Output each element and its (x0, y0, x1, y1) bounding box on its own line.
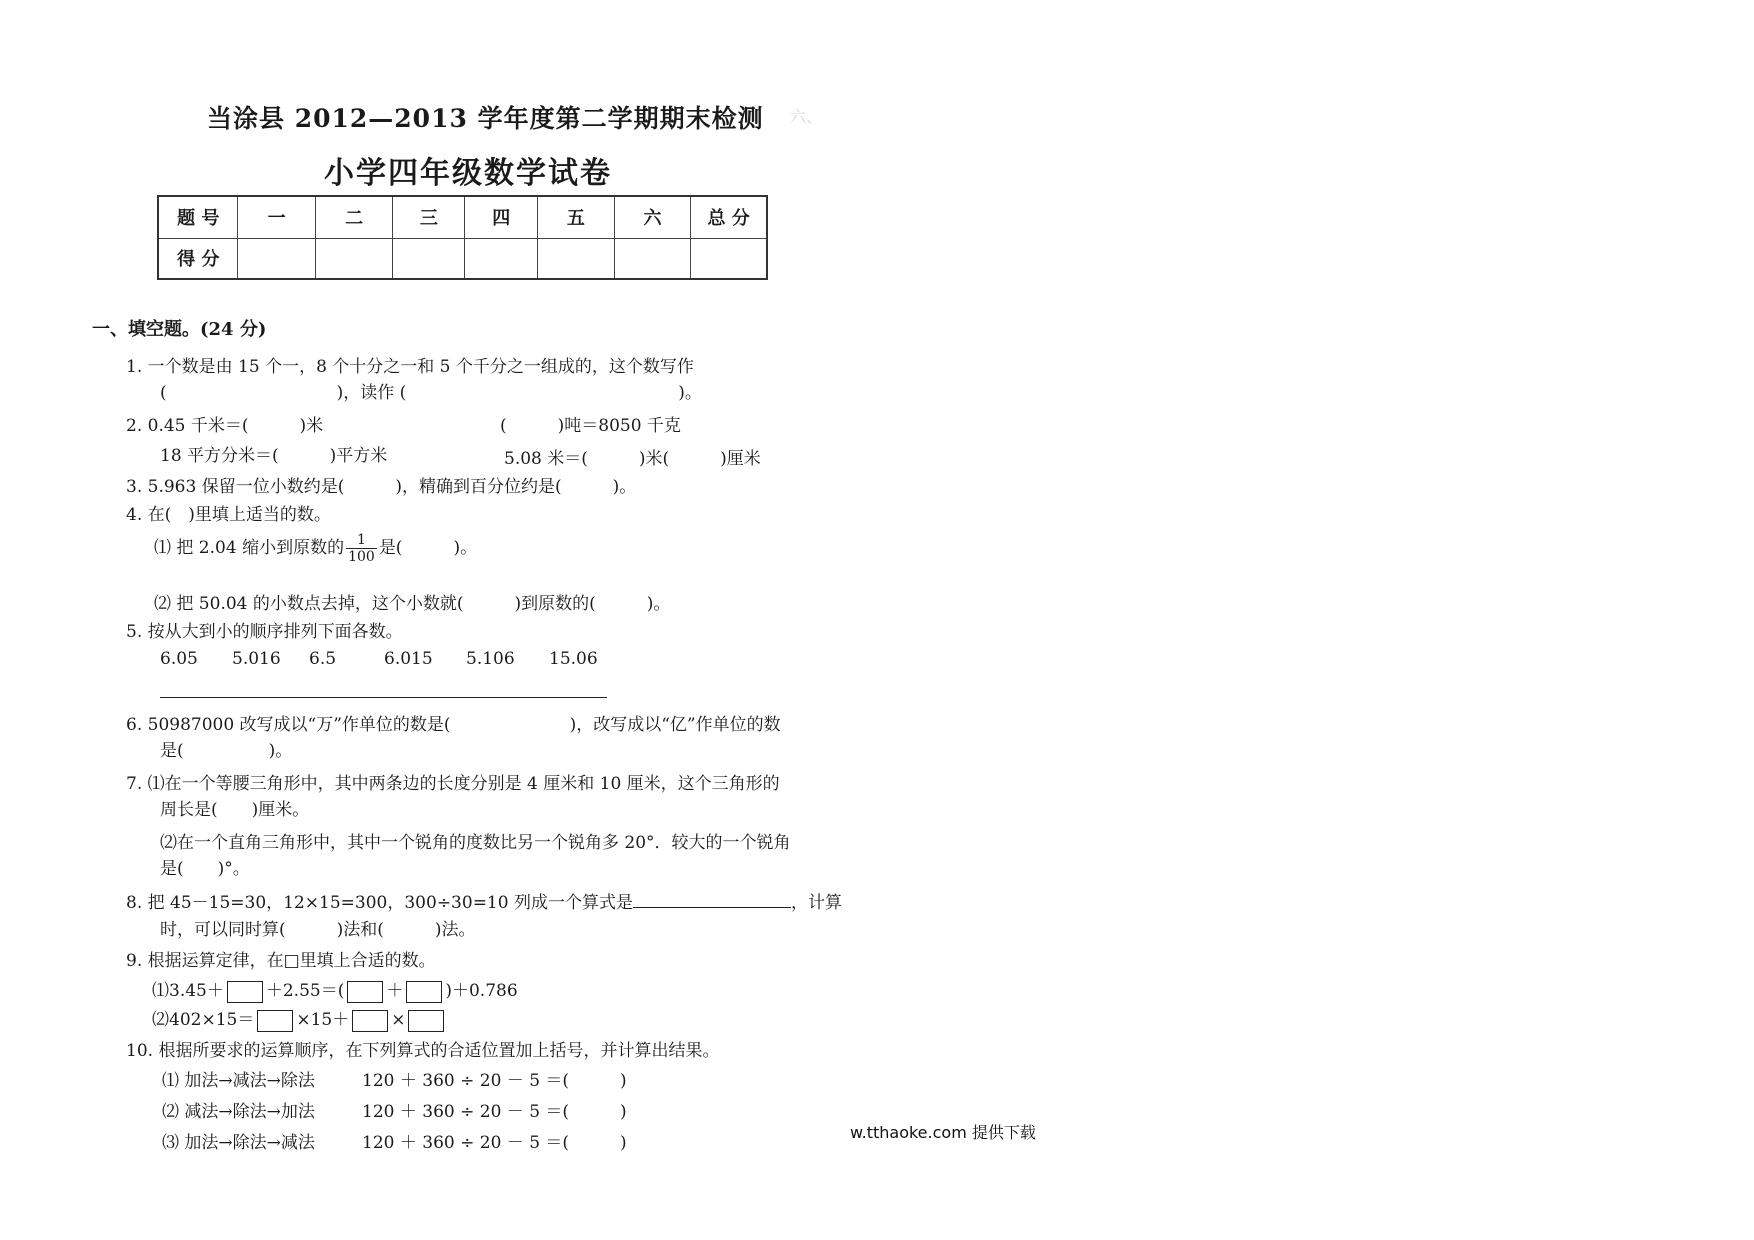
score-header-label: 题 号 (158, 196, 238, 238)
q9: 9. 根据运算定律，在□里填上合适的数。 (126, 951, 436, 971)
q2-d: 5.08 米＝( )米( )厘米 (504, 449, 761, 469)
bleed-through: 六、 (790, 107, 823, 126)
answer-box (347, 981, 383, 1003)
q10-order: ⑵ 减法→除法→加法 (162, 1102, 315, 1122)
exam-subtitle: 小学四年级数学试卷 (324, 156, 612, 191)
q9-1-a: ⑴3.45＋ (152, 981, 224, 1001)
q5-number: 5.106 (466, 649, 515, 669)
q7-line4: 是( )°。 (160, 859, 250, 879)
score-cell (691, 238, 767, 279)
q5-number: 6.05 (160, 649, 198, 669)
fraction-denominator: 100 (348, 549, 375, 565)
q5-number: 5.016 (232, 649, 281, 669)
q6-line2: 是( )。 (160, 741, 293, 761)
score-header-total: 总 分 (691, 196, 767, 238)
q10-order: ⑶ 加法→除法→减法 (162, 1133, 315, 1153)
q9-2-b: ×15＋ (296, 1010, 350, 1030)
q10-item-1 (162, 1066, 627, 1091)
q7-line3: ⑵在一个直角三角形中，其中一个锐角的度数比另一个锐角多 20°．较大的一个锐角 (160, 833, 791, 853)
q2-c: 18 平方分米＝( )平方米 (160, 446, 388, 466)
q2-a: 2. 0.45 千米＝( )米 (126, 416, 324, 436)
score-cell (238, 238, 316, 279)
section-heading: 一、填空题。(24 分) (92, 319, 267, 340)
q8-line2: 时，可以同时算( )法和( )法。 (160, 920, 476, 940)
q5-number: 15.06 (549, 649, 598, 669)
q10: 10. 根据所要求的运算顺序，在下列算式的合适位置加上括号，并计算出结果。 (126, 1041, 720, 1061)
q10-expression: 120 ＋ 360 ÷ 20 － 5 ＝( ) (362, 1071, 627, 1091)
q4-1 (154, 532, 477, 565)
q10-item-2 (162, 1097, 627, 1122)
q9-1 (152, 976, 518, 1003)
score-cell (393, 238, 465, 279)
exam-title: 当涂县 2012—2013 学年度第二学期期末检测 (207, 104, 764, 133)
score-header-5: 五 (538, 196, 615, 238)
q10-expression: 120 ＋ 360 ÷ 20 － 5 ＝( ) (362, 1133, 627, 1153)
q8-line1-pre: 8. 把 45－15=30，12×15=300，300÷30=10 列成一个算式是 (126, 893, 633, 913)
fraction (346, 532, 377, 565)
q6-line1: 6. 50987000 改写成以“万”作单位的数是( )，改写成以“亿”作单位的数 (126, 715, 781, 735)
q5-number: 6.015 (384, 649, 433, 669)
score-header-4: 四 (465, 196, 538, 238)
score-table (157, 195, 768, 280)
answer-box (227, 981, 263, 1003)
q8-answer-line (633, 907, 791, 908)
q9-2-a: ⑵402×15＝ (152, 1010, 255, 1030)
q8-line1-post: ，计算 (790, 893, 842, 913)
score-header-3: 三 (393, 196, 465, 238)
score-header-2: 二 (315, 196, 393, 238)
q5-number: 6.5 (309, 649, 337, 669)
q7-line2: 周长是( )厘米。 (160, 800, 310, 820)
score-header-1: 一 (238, 196, 316, 238)
q7-line1: 7. ⑴在一个等腰三角形中，其中两条边的长度分别是 4 厘米和 10 厘米，这个三角形的 (126, 774, 780, 794)
score-header-6: 六 (614, 196, 691, 238)
q9-1-d: )＋0.786 (445, 981, 518, 1001)
answer-box (257, 1010, 293, 1032)
q1-line1: 1. 一个数是由 15 个一，8 个十分之一和 5 个千分之一组成的，这个数写作 (126, 357, 694, 377)
q9-1-c: ＋ (386, 981, 404, 1001)
q10-order: ⑴ 加法→减法→除法 (162, 1071, 315, 1091)
footer-source: w.tthaoke.com 提供下载 (850, 1123, 1036, 1142)
q5-numbers (160, 649, 598, 669)
q3: 3. 5.963 保留一位小数约是( )，精确到百分位约是( )。 (126, 477, 637, 497)
q9-1-b: ＋2.55＝( (265, 981, 345, 1001)
q4-2: ⑵ 把 50.04 的小数点去掉，这个小数就( )到原数的( )。 (154, 594, 671, 614)
q2-b: ( )吨＝8050 千克 (500, 416, 681, 436)
q1-line2: ( )，读作 ( )。 (160, 383, 702, 403)
score-cell (614, 238, 691, 279)
answer-box (406, 981, 442, 1003)
score-cell (538, 238, 615, 279)
score-row-label: 得 分 (158, 238, 238, 279)
score-cell (315, 238, 393, 279)
q8-line1 (126, 888, 842, 913)
q5-answer-line (160, 697, 607, 698)
q4-1-post: 是( )。 (378, 538, 478, 558)
score-cell (465, 238, 538, 279)
q4-1-pre: ⑴ 把 2.04 缩小到原数的 (154, 538, 345, 558)
q9-2-c: × (391, 1010, 406, 1030)
answer-box (352, 1010, 388, 1032)
q9-2 (152, 1005, 447, 1032)
q4: 4. 在( )里填上适当的数。 (126, 505, 331, 525)
answer-box (408, 1010, 444, 1032)
q10-expression: 120 ＋ 360 ÷ 20 － 5 ＝( ) (362, 1102, 627, 1122)
q5: 5. 按从大到小的顺序排列下面各数。 (126, 622, 403, 642)
fraction-numerator: 1 (346, 532, 377, 549)
q10-item-3 (162, 1128, 627, 1153)
